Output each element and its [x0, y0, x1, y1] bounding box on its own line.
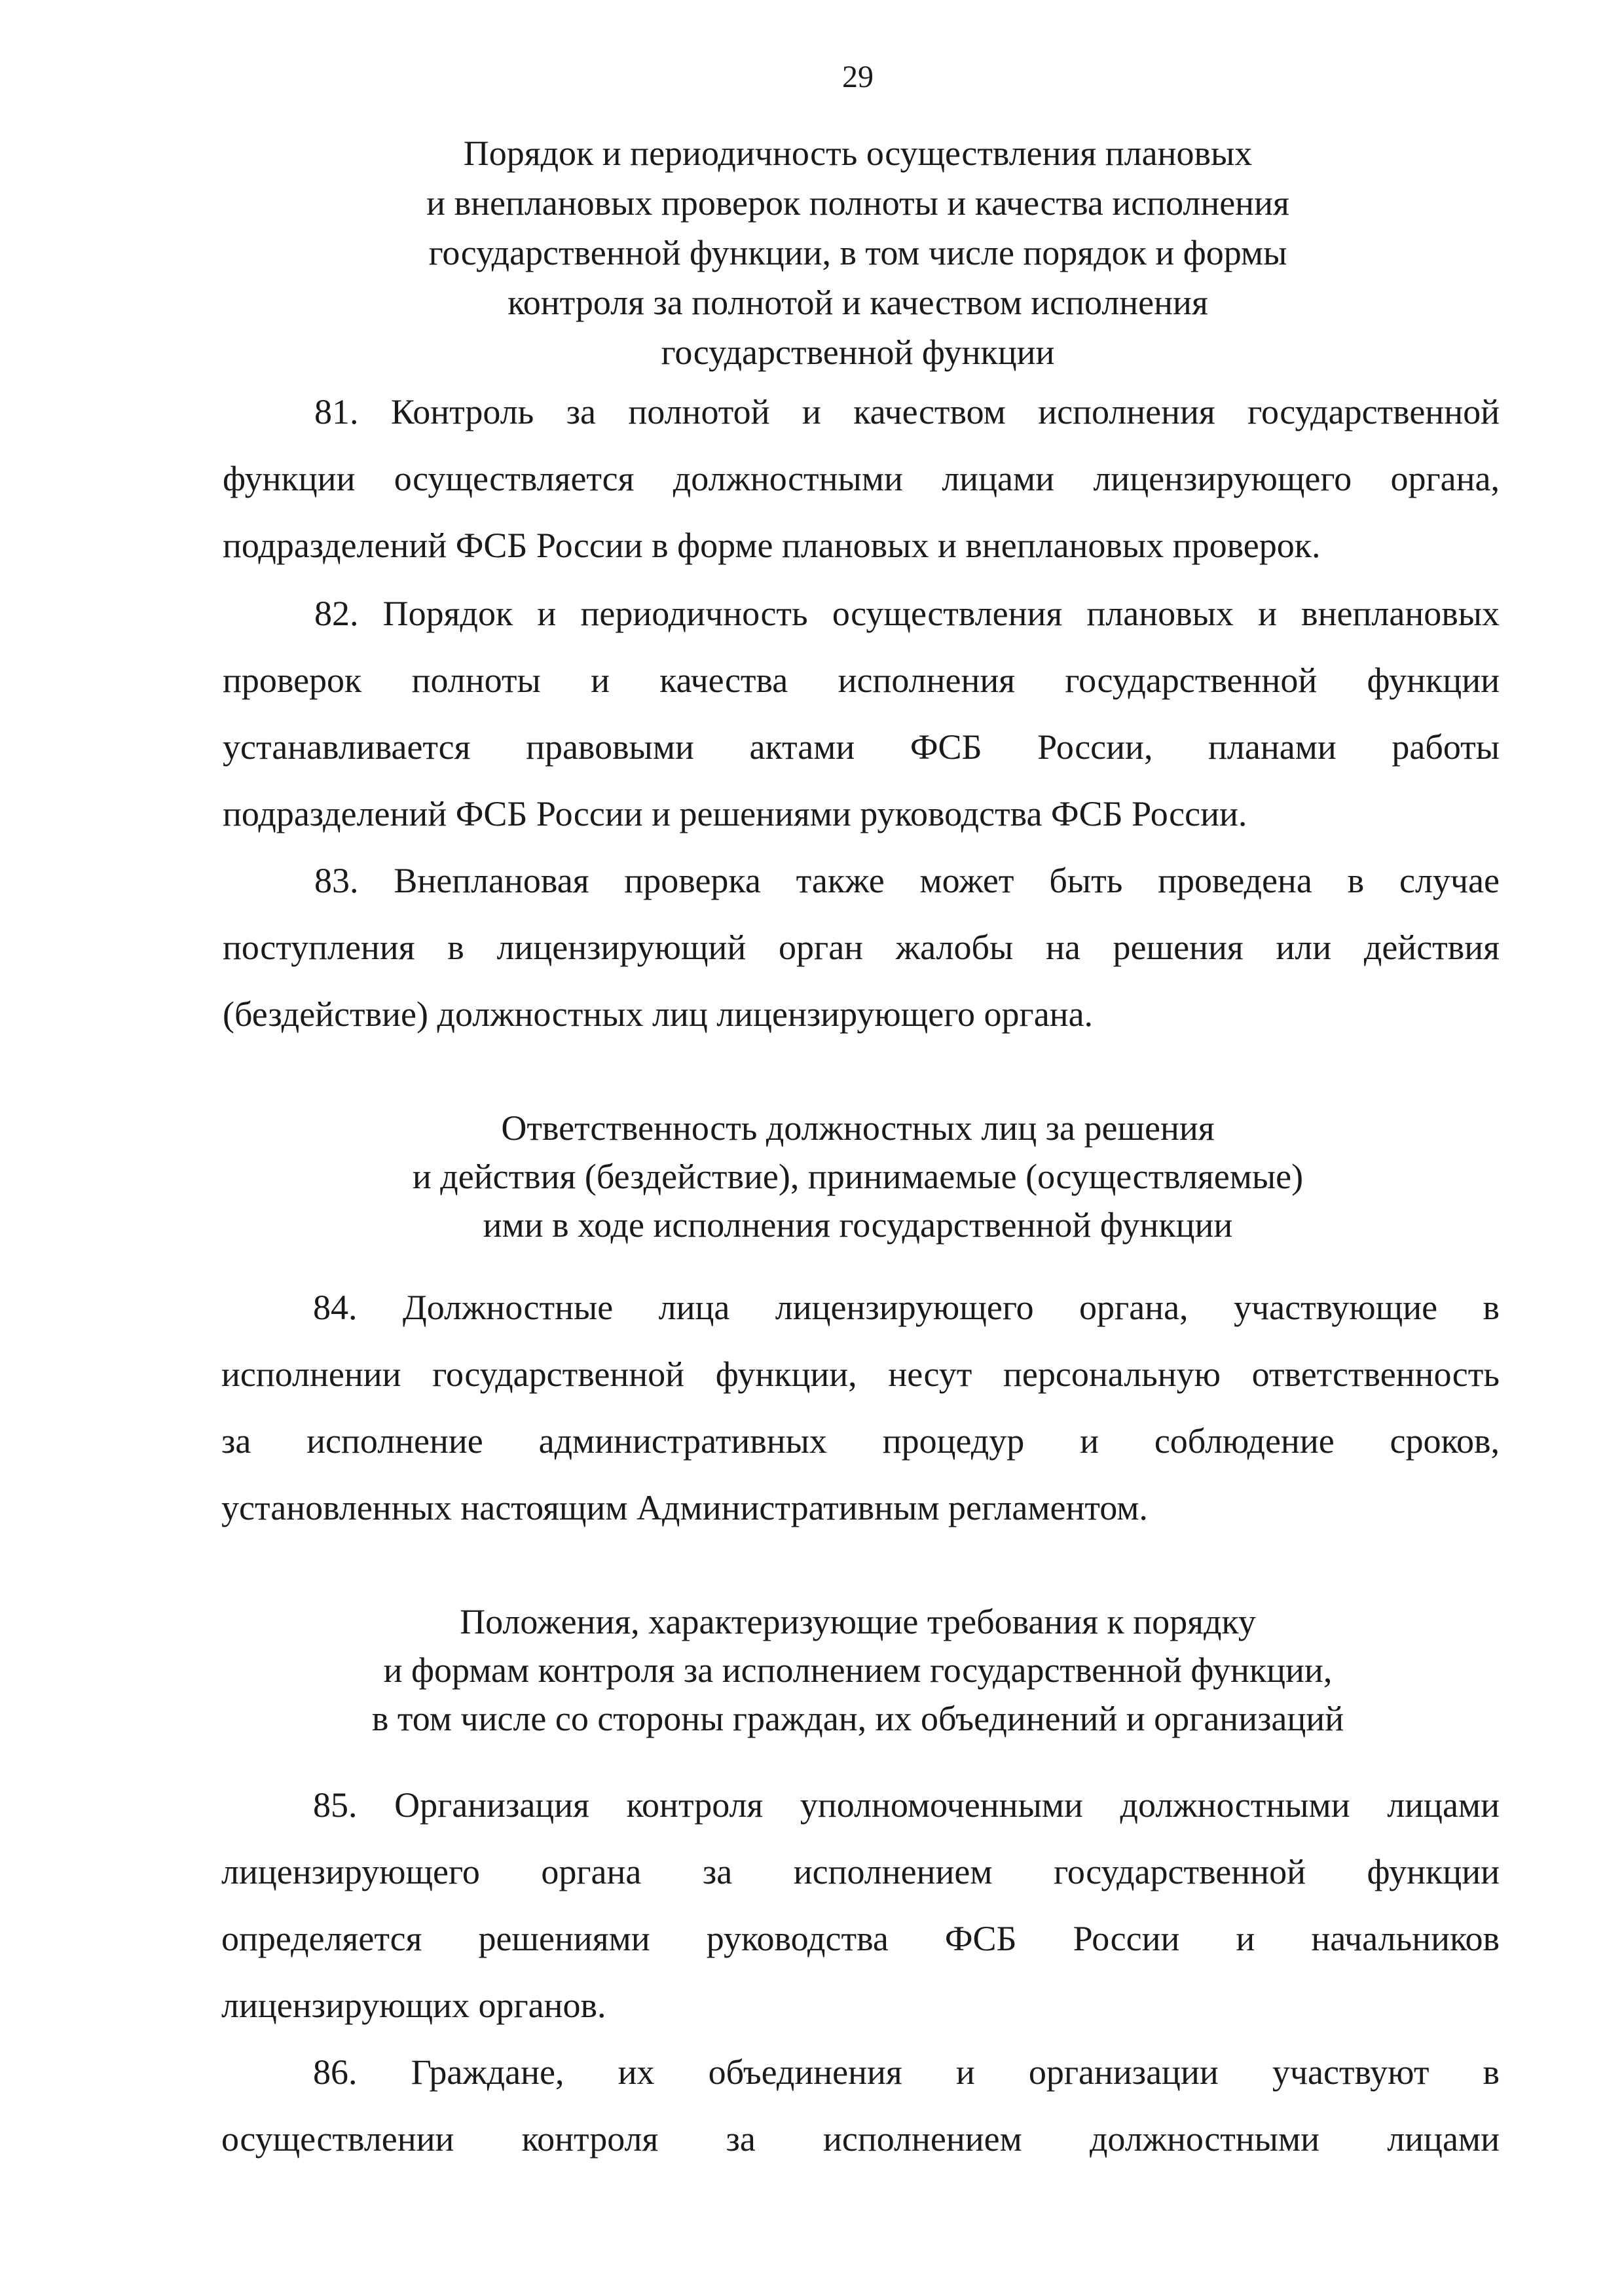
page-number: 29	[842, 60, 874, 94]
paragraph-line: лицензирующего органа за исполнением государственной функции	[221, 1852, 1500, 1891]
paragraph-line: 86. Граждане, их объединения и организации участвуют в	[313, 2052, 1500, 2092]
heading-line: и действия (бездействие), принимаемые (осуществляемые)	[412, 1157, 1304, 1196]
paragraph-line: исполнении государственной функции, несут персональную ответственность	[221, 1355, 1500, 1394]
paragraph-line: осуществлении контроля за исполнением должностными лицами	[221, 2119, 1500, 2159]
heading-line: в том числе со стороны граждан, их объединений и организаций	[371, 1699, 1344, 1738]
paragraph-line: определяется решениями руководства ФСБ России и начальников	[221, 1919, 1500, 1958]
heading-line: ими в ходе исполнения государственной функции	[483, 1205, 1233, 1245]
heading-line: Положения, характеризующие требования к порядку	[460, 1602, 1256, 1641]
paragraph-line: подразделений ФСБ России и решениями руководства ФСБ России.	[223, 794, 1247, 833]
heading-line: контроля за полнотой и качеством исполнения	[507, 283, 1208, 322]
section-heading-control-procedure	[196, 128, 1519, 377]
heading-line: государственной функции, в том числе порядок и формы	[428, 233, 1287, 272]
paragraph-line: лицензирующих органов.	[221, 1986, 606, 2025]
section-heading-control-requirements	[196, 1597, 1519, 1743]
paragraph-line: поступления в лицензирующий орган жалобы на решения или действия	[223, 928, 1500, 967]
paragraph-line: 81. Контроль за полнотой и качеством исполнения государственной	[314, 392, 1500, 431]
paragraph-line: установленных настоящим Административным регламентом.	[221, 1488, 1148, 1527]
paragraph-line: устанавливается правовыми актами ФСБ России, планами работы	[223, 727, 1500, 767]
heading-line: и внеплановых проверок полноты и качества исполнения	[426, 183, 1289, 223]
paragraph-line: 82. Порядок и периодичность осуществления плановых и внеплановых	[314, 594, 1500, 633]
heading-line: и формам контроля за исполнением государственной функции,	[383, 1650, 1333, 1690]
paragraph-line: проверок полноты и качества исполнения государственной функции	[223, 661, 1500, 700]
heading-line: Порядок и периодичность осуществления плановых	[463, 134, 1253, 173]
paragraph-line: 83. Внеплановая проверка также может быть проведена в случае	[314, 861, 1500, 900]
paragraph-line: за исполнение административных процедур и соблюдение сроков,	[221, 1421, 1500, 1461]
paragraph-line: (бездействие) должностных лиц лицензирующего органа.	[223, 994, 1094, 1034]
section-heading-responsibility	[196, 1104, 1519, 1249]
heading-line: Ответственность должностных лиц за решения	[501, 1108, 1215, 1148]
heading-line: государственной функции	[661, 333, 1055, 372]
paragraph-line: подразделений ФСБ России в форме плановых и внеплановых проверок.	[223, 526, 1321, 565]
paragraph-line: функции осуществляется должностными лицами лицензирующего органа,	[223, 459, 1500, 498]
paragraph-line: 85. Организация контроля уполномоченными должностными лицами	[313, 1785, 1500, 1825]
paragraph-line: 84. Должностные лица лицензирующего органа, участвующие в	[313, 1288, 1500, 1327]
